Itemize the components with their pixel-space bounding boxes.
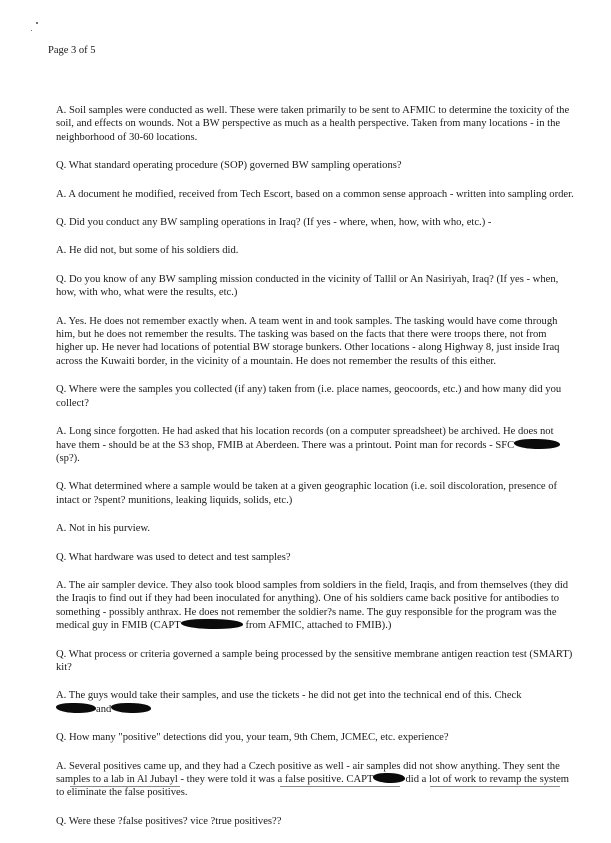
paragraph: A. Yes. He does not remember exactly when. A team went in and took samples. The tasking would have come through him, but he does not remember the results. The tasking was based on the facts that there were troops there, not from higher up. He never had locations of potential BW storage bunkers. Other locations - along Highway 8, just inside Iraq across the Kuwaiti border, in the vicinity of a mountain. He does not remember the results of this either. bbox=[56, 315, 560, 367]
paragraph-text: SFC bbox=[495, 439, 515, 451]
paragraph: Q. Did you conduct any BW sampling operations in Iraq? (If yes - where, when, how, with who, etc.) - bbox=[56, 217, 492, 229]
paragraph: A. Soil samples were conducted as well. These were taken primarily to be sent to AFMIC to determine the toxicity of the soil, and effects on wounds. Not a BW perspective as much as a health perspective. Taken from many locations - in the neighborhood of 30-60 locations. bbox=[56, 105, 570, 143]
redaction-mark bbox=[111, 703, 151, 713]
redaction-mark bbox=[181, 619, 243, 629]
paragraph: Q. Were these ?false positives? vice ?true positives?? bbox=[56, 815, 282, 827]
redaction-mark bbox=[373, 773, 405, 783]
paragraph-text: A. Long since forgotten. He had asked that his location records (on a computer spreadsheet) be archived. He does not have them - should be at the S3 shop, FMIB at Aberdeen. There was a printout. Point man for records - bbox=[56, 426, 554, 451]
paragraph-records bbox=[56, 425, 576, 465]
paragraph: A. A document he modified, received from Tech Escort, based on a common sense approach - written into sampling order. bbox=[56, 188, 574, 200]
scan-edge-line bbox=[430, 786, 560, 787]
paragraph-text: A. Several positives came up, and they had a Czech positive as well - air samples did not show anything. They sent the samples to a lab in Al Jubayl - they were told it was a false positive. CAPT bbox=[56, 760, 560, 785]
paragraph-text: and bbox=[96, 703, 112, 715]
redaction-mark bbox=[56, 703, 96, 713]
paragraph-text: A. The guys would take their samples, and use the tickets - he did not get into the technical end of this. Check bbox=[56, 690, 522, 702]
paragraph: Q. What hardware was used to detect and test samples? bbox=[56, 551, 291, 563]
paragraph: Q. What process or criteria governed a sample being processed by the sensitive membrane antigen reaction test (SMART) kit? bbox=[56, 648, 573, 673]
paragraph: Q. Where were the samples you collected (if any) taken from (i.e. place names, geocoords, etc.) and how many did you collect? bbox=[56, 384, 562, 409]
paragraph: A. Not in his purview. bbox=[56, 523, 151, 535]
paragraph-tickets bbox=[56, 689, 576, 716]
paragraph-text: A. The air sampler device. They also took blood samples from soldiers in the field, Iraqis, and from themselves (they did the Iraqis to find out if they had been inoculated for anything). One of his soldiers came back positive for antibodies to something - possibly anthrax. He does not remember the soldier?s name. The guy responsible for the program was the medical guy in FMIB (CAPT bbox=[56, 579, 569, 632]
scan-edge-line bbox=[70, 786, 180, 787]
paragraph-text: from AFMIC, attached to FMIB).) bbox=[245, 620, 392, 632]
paragraph-blood-samples bbox=[56, 579, 576, 633]
paragraph: Q. What standard operating procedure (SOP) governed BW sampling operations? bbox=[56, 160, 402, 172]
paragraph: Q. How many "positive" detections did you, your team, 9th Chem, JCMEC, etc. experience? bbox=[56, 732, 449, 744]
page-number: Page 3 of 5 bbox=[48, 45, 96, 56]
scan-speck bbox=[36, 22, 38, 24]
paragraph: A. He did not, but some of his soldiers did. bbox=[56, 245, 239, 257]
document-body bbox=[56, 104, 576, 843]
paragraph-false-positives bbox=[56, 760, 576, 800]
paragraph-text: (sp?). bbox=[56, 452, 80, 464]
scan-edge-line bbox=[280, 786, 400, 787]
paragraph-text: did a lot of work to revamp the system to eliminate the false positives. bbox=[56, 774, 570, 799]
redaction-mark bbox=[514, 439, 560, 449]
paragraph: Q. Do you know of any BW sampling mission conducted in the vicinity of Tallil or An Nasiriyah, Iraq? (If yes - when, how, with who, what were the results, etc.) bbox=[56, 273, 559, 299]
paragraph: Q. What determined where a sample would be taken at a given geographic location (i.e. soil discoloration, presence of intact or ?spent? munitions, leaking liquids, solids, etc.) bbox=[56, 481, 558, 506]
scan-speck bbox=[31, 30, 32, 31]
